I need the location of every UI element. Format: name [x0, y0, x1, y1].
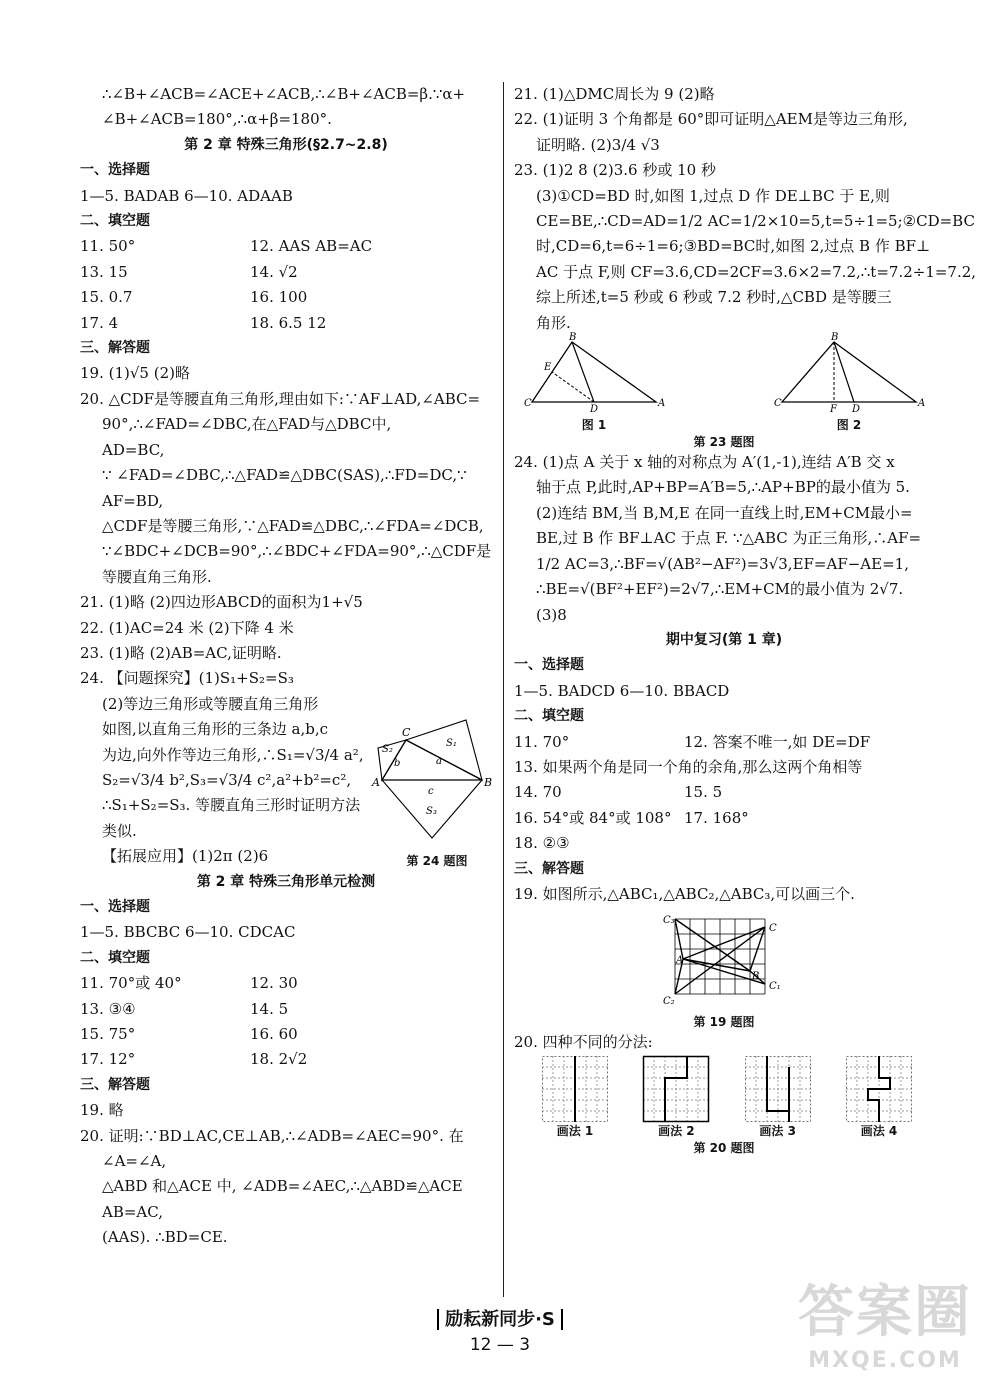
figure-23-sub-caption-2: 图 2 [836, 418, 862, 433]
text-line: ∵∠BDC+∠DCB=90°,∴∠BDC+∠FDA=90°,∴△CDF是 [102, 542, 492, 561]
right-column [514, 82, 977, 1156]
text-line: 22. (1)AC=24 米 (2)下降 4 米 [80, 618, 294, 637]
text-line: ∠B+∠ACB=180°,∴α+β=180°. [102, 110, 332, 129]
text-line: (3)8 [536, 605, 567, 624]
answer-pair-row [80, 311, 492, 336]
figure-20-method-3 [745, 1056, 811, 1122]
figure-19-grid [659, 909, 789, 1009]
text-line: ∴BE=√(BF²+EF²)=2√7,∴EM+CM的最小值为 2√7. [536, 580, 904, 599]
text-line: 类似. [102, 821, 137, 840]
section-heading: 二、填空题 [514, 708, 584, 725]
svg-text:A: A [676, 955, 684, 967]
svg-text:a: a [436, 756, 442, 767]
section-heading: 三、解答题 [514, 860, 584, 877]
answer-item: 18. 6.5 12 [250, 313, 327, 332]
right-text-block-b [514, 450, 934, 907]
watermark-url: MXQE.COM [808, 1348, 962, 1373]
figure-20-method-2-label: 画法 2 [658, 1123, 695, 1138]
text-line: (AAS). ∴BD=CE. [102, 1228, 228, 1247]
right-text-block-a [514, 82, 977, 336]
text-line: 综上所述,t=5 秒或 6 秒或 7.2 秒时,△CBD 是等腰三 [536, 288, 892, 307]
answer-item: 16. 100 [250, 288, 308, 307]
answer-item: 16. 54°或 84°或 108° [514, 808, 672, 827]
answer-item: 14. 70 [514, 783, 562, 802]
svg-text:C₃: C₃ [663, 915, 675, 927]
figure-20-method-2 [643, 1056, 709, 1122]
answer-pair-row [80, 1047, 492, 1072]
svg-text:C: C [774, 398, 782, 410]
answer-pair-row [80, 285, 492, 310]
text-line: 证明略. (2)3/4 √3 [536, 135, 660, 154]
text-line: (2)连结 BM,当 B,M,E 在同一直线上时,EM+CM最小= [536, 503, 913, 522]
svg-text:C₂: C₂ [663, 996, 675, 1008]
answer-pair-row [514, 780, 934, 805]
text-line: 时,CD=6,t=6÷1=6;③BD=BC时,如图 2,过点 B 作 BF⊥ [536, 237, 931, 256]
figure-24 [372, 718, 502, 869]
watermark [798, 1268, 972, 1373]
text-line: 20. △CDF是等腰直角三角形,理由如下:∵AF⊥AD,∠ABC= [80, 389, 481, 408]
answer-item: 15. 0.7 [80, 288, 133, 307]
text-line: ∵ ∠FAD=∠DBC,∴△FAD≌△DBC(SAS),∴FD=DC,∵ [102, 466, 467, 485]
text-line: 如图,以直角三角形的三条边 a,b,c [102, 720, 329, 739]
text-line: 23. (1)略 (2)AB=AC,证明略. [80, 643, 282, 662]
text-line: 23. (1)2 8 (2)3.6 秒或 10 秒 [514, 161, 716, 180]
text-line: 角形. [536, 313, 571, 332]
svg-text:A: A [918, 398, 926, 410]
section-heading: 期中复习(第 1 章) [665, 631, 783, 648]
figure-23-sub-caption-1: 图 1 [581, 418, 607, 433]
figure-23-triangle-2 [774, 332, 926, 416]
text-line: 19. 如图所示,△ABC₁,△ABC₂,△ABC₃,可以画三个. [514, 884, 855, 903]
answer-pair-row [514, 806, 934, 831]
text-line: △CDF是等腰三角形,∵△FAD≌△DBC,∴∠FDA=∠DCB, [102, 516, 484, 535]
text-line: S₂=√3/4 b²,S₃=√3/4 c²,a²+b²=c², [102, 770, 352, 789]
text-line: ∴S₁+S₂=S₃. 等腰直角三形时证明方法 [102, 796, 361, 815]
answer-item: 15. 5 [684, 783, 723, 802]
text-line: BE,过 B 作 BF⊥AC 于点 F. ∵△ABC 为正三角形,∴AF= [536, 529, 922, 548]
figure-23-caption: 第 23 题图 [693, 435, 755, 450]
section-heading: 第 2 章 特殊三角形(§2.7~2.8) [184, 136, 388, 153]
text-line: AC 于点 F,则 CF=3.6,CD=2CF=3.6×2=7.2,∴t=7.2÷1=7.2, [536, 262, 977, 281]
figure-20-method-3-label: 画法 3 [759, 1123, 796, 1138]
section-heading: 二、填空题 [80, 213, 150, 230]
svg-text:S₂: S₂ [382, 744, 393, 755]
question-20-line: 20. 四种不同的分法: [514, 1033, 653, 1052]
answer-pair-row [80, 971, 492, 996]
text-line: △ABD 和△ACE 中, ∠ADB=∠AEC,∴△ABD≌△ACE [102, 1177, 463, 1196]
svg-text:B: B [831, 332, 839, 344]
answer-item: 11. 50° [80, 237, 136, 256]
section-heading: 三、解答题 [80, 340, 150, 357]
section-heading: 三、解答题 [80, 1076, 150, 1093]
text-line: 1—5. BADCD 6—10. BBACD [514, 681, 730, 700]
page-number: 12 — 3 [469, 1335, 531, 1355]
text-line: CE=BE,∴CD=AD=1/2 AC=1/2×10=5,t=5÷1=5;②CD=BC [536, 212, 975, 231]
column-divider [503, 82, 504, 1297]
answer-item: 13. ③④ [80, 999, 136, 1018]
figure-24-diagram [372, 718, 498, 848]
section-heading: 一、选择题 [80, 162, 150, 179]
answer-pair-row [80, 234, 492, 259]
text-line: 【拓展应用】(1)2π (2)6 [102, 847, 269, 866]
svg-text:c: c [428, 786, 434, 797]
figure-20-method-1 [542, 1056, 608, 1122]
svg-text:D: D [852, 404, 861, 416]
figure-19-caption: 第 19 题图 [693, 1015, 755, 1030]
svg-text:B: B [484, 776, 493, 789]
figure-24-caption: 第 24 题图 [406, 854, 468, 868]
svg-text:C: C [402, 726, 411, 739]
text-line: 19. (1)√5 (2)略 [80, 364, 190, 383]
figure-19 [514, 909, 934, 1030]
answer-item: 14. 5 [250, 999, 289, 1018]
answer-item: 17. 4 [80, 313, 119, 332]
text-line: (3)①CD=BD 时,如图 1,过点 D 作 DE⊥BC 于 E,则 [536, 186, 890, 205]
answer-item: 16. 60 [250, 1025, 298, 1044]
answer-item: 12. 答案不唯一,如 DE=DF [684, 732, 871, 751]
figure-20 [514, 1056, 934, 1139]
answer-pair-row [514, 730, 934, 755]
figure-23 [514, 332, 934, 433]
text-line: ∠A=∠A, [102, 1152, 167, 1171]
answer-item: 11. 70° [514, 732, 570, 751]
figure-20-method-4 [846, 1056, 912, 1122]
answer-item: 11. 70°或 40° [80, 974, 182, 993]
section-heading: 一、选择题 [80, 899, 150, 915]
answer-item: 17. 12° [80, 1050, 136, 1069]
figure-20-method-4-label: 画法 4 [860, 1123, 898, 1138]
text-line: 24. (1)点 A 关于 x 轴的对称点为 A′(1,-1),连结 A′B 交 x [514, 453, 895, 472]
svg-text:C: C [524, 398, 532, 410]
answer-pair-row [80, 1022, 492, 1047]
text-line: 24. 【问题探究】(1)S₁+S₂=S₃ [80, 669, 294, 688]
text-line: (2)等边三角形或等腰直角三角形 [102, 694, 319, 713]
answer-pair-row [80, 997, 492, 1022]
svg-text:E: E [544, 362, 552, 374]
text-line: AF=BD, [102, 491, 164, 510]
svg-text:S₁: S₁ [446, 738, 457, 749]
figure-20-caption: 第 20 题图 [693, 1140, 755, 1155]
svg-text:D: D [590, 404, 599, 416]
text-line: 等腰直角三角形. [102, 567, 212, 586]
svg-text:S₃: S₃ [426, 806, 437, 817]
text-line: 18. ②③ [514, 834, 570, 853]
answer-item: 18. 2√2 [250, 1050, 308, 1069]
text-line: 1—5. BADAB 6—10. ADAAB [80, 186, 293, 205]
answer-item: 12. AAS AB=AC [250, 237, 373, 256]
answer-item: 14. √2 [250, 262, 298, 281]
text-line: 1/2 AC=3,∴BF=√(AB²−AF²)=3√3,EF=AF−AE=1, [536, 554, 909, 573]
text-line: 13. 如果两个角是同一个角的余角,那么这两个角相等 [514, 757, 863, 776]
figure-20-method-1-label: 画法 1 [556, 1123, 594, 1138]
left-column [80, 82, 492, 1251]
left-text-block [80, 82, 492, 1251]
answer-item: 15. 75° [80, 1025, 136, 1044]
text-line: ∴∠B+∠ACB=∠ACE+∠ACB,∴∠B+∠ACB=β.∵α+ [102, 85, 466, 103]
svg-text:F: F [830, 404, 837, 416]
svg-text:B: B [569, 332, 577, 344]
text-line: 轴于点 P,此时,AP+BP=A′B=5,∴AP+BP的最小值为 5. [536, 478, 910, 497]
answer-item: 13. 15 [80, 262, 128, 281]
answer-pair-row [80, 260, 492, 285]
text-line: 20. 证明:∵BD⊥AC,CE⊥AB,∴∠ADB=∠AEC=90°. 在 [80, 1126, 464, 1145]
svg-text:B: B [752, 971, 760, 983]
svg-text:C₁: C₁ [769, 981, 781, 993]
text-line: 19. 略 [80, 1101, 124, 1120]
watermark-text: 答案圈 [798, 1280, 972, 1345]
answer-item: 17. 168° [684, 808, 749, 827]
brand-logo: 励耘新同步·S [437, 1309, 563, 1330]
svg-text:b: b [394, 758, 401, 769]
svg-text:A: A [658, 398, 666, 410]
svg-text:C: C [769, 923, 777, 935]
text-line: 为边,向外作等边三角形,∴S₁=√3/4 a², [102, 745, 364, 764]
text-line: 21. (1)略 (2)四边形ABCD的面积为1+√5 [80, 593, 363, 612]
text-line: 21. (1)△DMC周长为 9 (2)略 [514, 85, 715, 103]
section-heading: 一、选择题 [514, 657, 584, 674]
text-line: 90°,∴∠FAD=∠DBC,在△FAD与△DBC中, [102, 415, 392, 434]
figure-23-triangle-1 [524, 332, 666, 416]
answer-item: 12. 30 [250, 974, 298, 993]
text-line: AB=AC, [102, 1202, 163, 1221]
text-line: 1—5. BBCBC 6—10. CDCAC [80, 923, 296, 942]
section-heading: 二、填空题 [80, 949, 150, 966]
text-line: AD=BC, [102, 440, 165, 459]
svg-text:A: A [372, 776, 380, 789]
section-heading: 第 2 章 特殊三角形单元检测 [196, 873, 376, 890]
text-line: 22. (1)证明 3 个角都是 60°即可证明△AEM是等边三角形, [514, 110, 908, 129]
